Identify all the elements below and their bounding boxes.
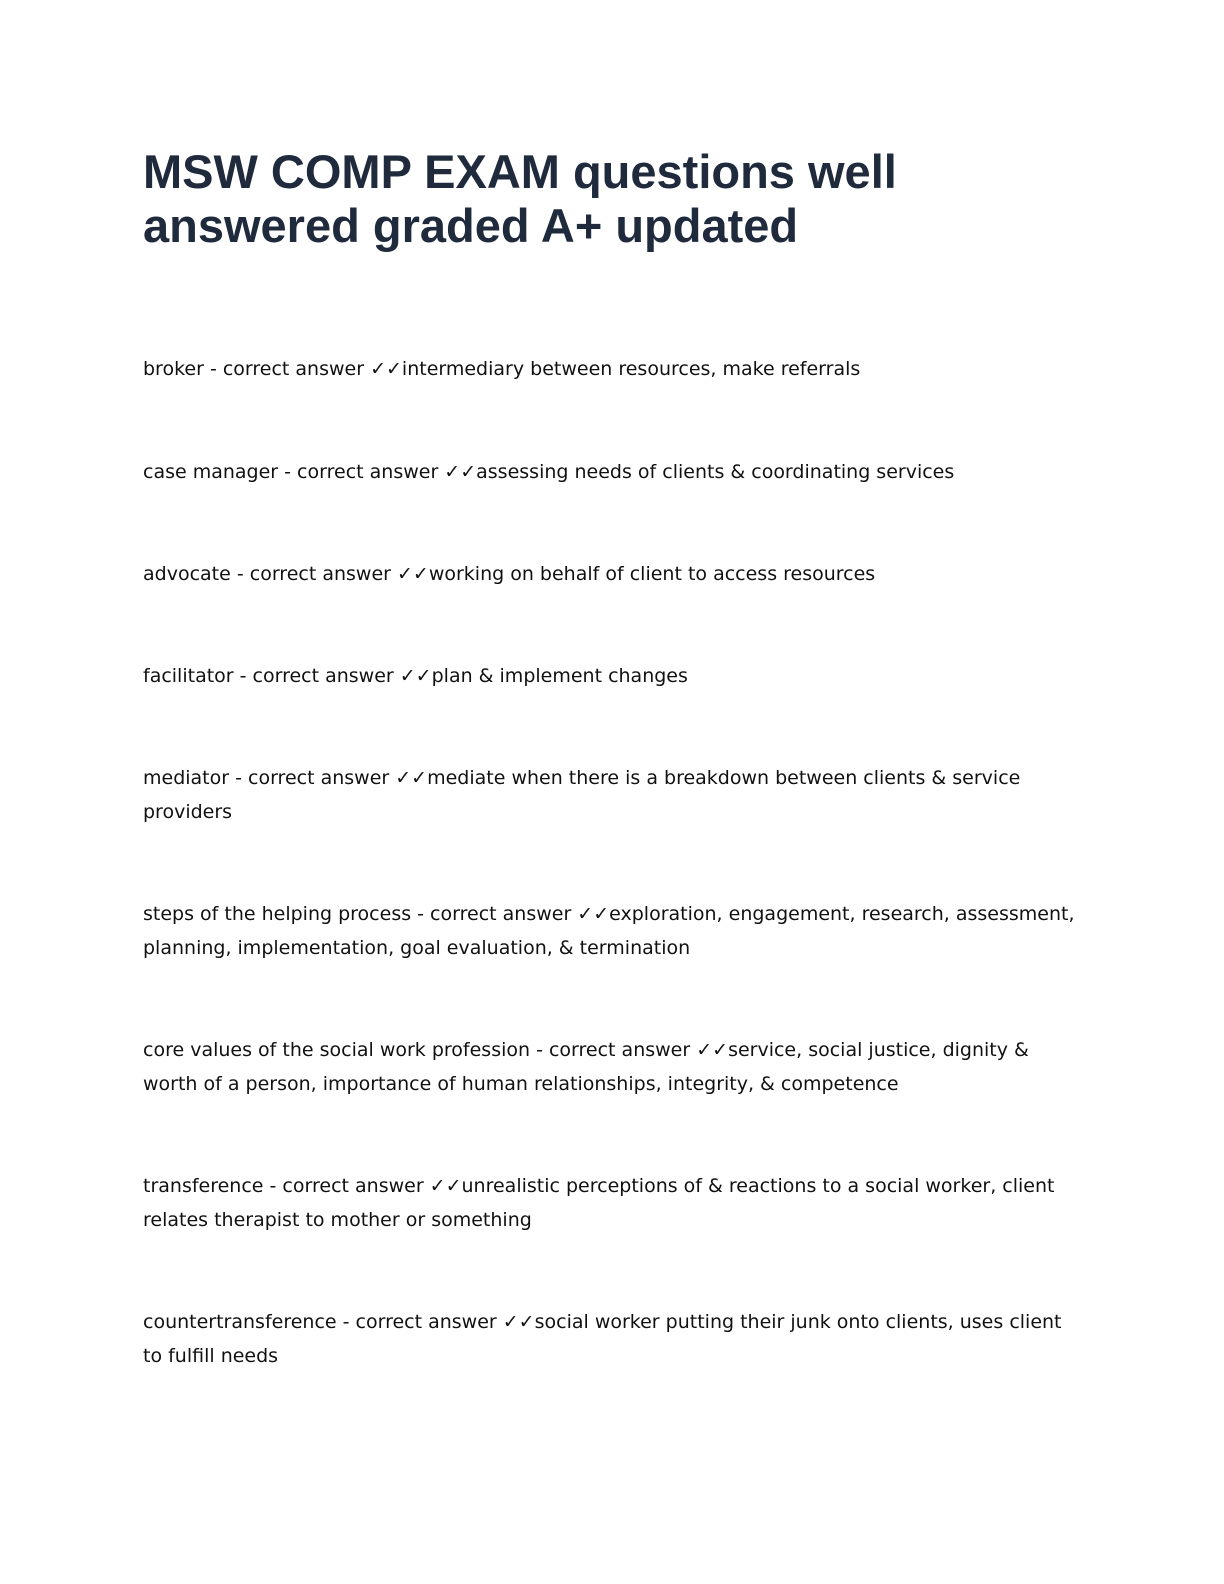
entry-definition: service, social justice, dignity & worth of a person, importance of human relationships, integrity, & competence bbox=[143, 1039, 1029, 1095]
entry-facilitator bbox=[143, 659, 1083, 693]
entry-core-values bbox=[143, 1033, 1083, 1101]
entry-separator: - correct answer ✓✓ bbox=[230, 563, 429, 585]
entry-separator: - correct answer ✓✓ bbox=[263, 1175, 462, 1197]
entry-term: mediator bbox=[143, 767, 230, 789]
entry-definition: plan & implement changes bbox=[431, 665, 688, 687]
entry-definition: mediate when there is a breakdown between clients & service providers bbox=[143, 767, 1021, 823]
entry-transference bbox=[143, 1169, 1083, 1237]
entry-definition: social worker putting their junk onto clients, uses client to fulfill needs bbox=[143, 1311, 1062, 1367]
entry-definition: assessing needs of clients & coordinating services bbox=[476, 461, 955, 483]
entry-term: steps of the helping process bbox=[143, 903, 412, 925]
entry-term: core values of the social work profession bbox=[143, 1039, 531, 1061]
entry-mediator bbox=[143, 761, 1083, 829]
entry-definition: intermediary between resources, make referrals bbox=[401, 358, 861, 380]
entry-separator: - correct answer ✓✓ bbox=[336, 1311, 535, 1333]
entry-term: advocate bbox=[143, 563, 231, 585]
entry-separator: - correct answer ✓✓ bbox=[203, 358, 402, 380]
entry-definition: exploration, engagement, research, assessment, planning, implementation, goal evaluation, & termination bbox=[143, 903, 1075, 959]
entry-steps-of-helping-process bbox=[143, 897, 1083, 965]
entry-separator: - correct answer ✓✓ bbox=[411, 903, 610, 925]
entry-definition: unrealistic perceptions of & reactions to a social worker, client relates therapist to mother or something bbox=[143, 1175, 1055, 1231]
entry-separator: - correct answer ✓✓ bbox=[530, 1039, 729, 1061]
entry-countertransference bbox=[143, 1305, 1083, 1373]
entry-separator: - correct answer ✓✓ bbox=[229, 767, 428, 789]
page-title: MSW COMP EXAM questions well answered graded A+ updated bbox=[143, 145, 897, 252]
entry-separator: - correct answer ✓✓ bbox=[278, 461, 477, 483]
entry-term: transference bbox=[143, 1175, 264, 1197]
entry-term: countertransference bbox=[143, 1311, 337, 1333]
entry-definition: working on behalf of client to access resources bbox=[428, 563, 876, 585]
entry-term: broker bbox=[143, 358, 204, 380]
entry-case-manager bbox=[143, 455, 1083, 489]
entry-broker bbox=[143, 352, 1083, 386]
entry-advocate bbox=[143, 557, 1083, 591]
entry-term: case manager bbox=[143, 461, 279, 483]
entry-term: facilitator bbox=[143, 665, 234, 687]
entry-separator: - correct answer ✓✓ bbox=[233, 665, 432, 687]
